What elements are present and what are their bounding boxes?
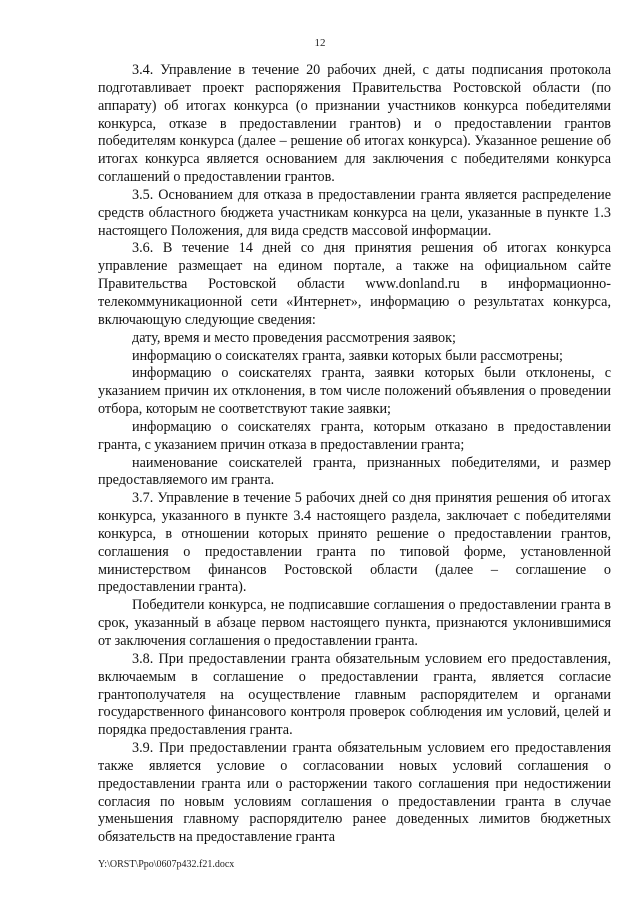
paragraph-3-5: 3.5. Основанием для отказа в предоставлении гранта является распределение средств областного бюджета участникам конкурса на цели, указанные в пункте 1.3 настоящего Положения, для вида средств массовой информации. xyxy=(98,186,611,239)
document-body xyxy=(98,62,611,847)
list-item-refused: информацию о соискателях гранта, которым отказано в предоставлении гранта, с указанием причин отказа в предоставлении гранта; xyxy=(98,418,611,453)
paragraph-3-6: 3.6. В течение 14 дней со дня принятия решения об итогах конкурса управление размещает на едином портале, а также на официальном сайте Правительства Ростовской области www.donland.ru в информационно-телекоммуникационной сети «Интернет», информацию о результатах конкурса, включающую следующие сведения: xyxy=(98,240,611,328)
list-item-reviewed: информацию о соискателях гранта, заявки которых были рассмотрены; xyxy=(132,347,563,364)
paragraph-3-4: 3.4. Управление в течение 20 рабочих дней, с даты подписания протокола подготавливает проект распоряжения Правительства Ростовской области (по аппарату) об итогах конкурса (о признании участников конкурса победителями конкурса, отказе в предоставлении грантов) и о предоставлении грантов победителям конкурса (далее – решение об итогах конкурса). Указанное решение об итогах конкурса является основанием для заключения с победителями конкурса соглашений о предоставлении грантов. xyxy=(98,62,611,186)
paragraph-3-7-winners: Победители конкурса, не подписавшие соглашения о предоставлении гранта в срок, указанный в абзаце первом настоящего пункта, признаются уклонившимися от заключения соглашения о предоставлении гранта. xyxy=(98,597,611,649)
page-number: 12 xyxy=(314,37,326,49)
paragraph-3-9: 3.9. При предоставлении гранта обязательным условием его предоставления также является условие о согласовании новых условий соглашения о предоставлении гранта или о расторжении такого соглашения при недостижении согласия по новым условиям соглашения о предоставлении гранта в случае уменьшения главному распорядителю ранее доведенных лимитов бюджетных обязательств на предоставление гранта xyxy=(98,740,611,846)
paragraph-3-8: 3.8. При предоставлении гранта обязательным условием его предоставления, включаемым в соглашение о предоставлении гранта, является согласие грантополучателя на осуществление главным распорядителем и органами государственного финансового контроля проверок соблюдения им условий, целей и порядка предоставления гранта. xyxy=(98,650,611,739)
list-item-rejected: информацию о соискателях гранта, заявки которых были отклонены, с указанием причин их отклонения, в том числе положений объявления о проведении отбора, которым не соответствуют такие заявки; xyxy=(98,365,611,418)
list-item-winners: наименование соискателей гранта, признанных победителями, и размер предоставляемого им гранта. xyxy=(98,454,611,489)
footer-file-path: Y:\ORST\Ppo\0607p432.f21.docx xyxy=(98,859,235,870)
list-item-date-time: дату, время и место проведения рассмотрения заявок; xyxy=(132,329,456,346)
paragraph-3-7: 3.7. Управление в течение 5 рабочих дней со дня принятия решения об итогах конкурса, указанного в пункте 3.4 настоящего раздела, заключает с победителями конкурса, в отношении которых принято решение о предоставлении грантов, соглашения о предоставлении гранта по типовой форме, установленной министерством финансов Ростовской области (далее – соглашение о предоставлении гранта). xyxy=(98,490,611,596)
